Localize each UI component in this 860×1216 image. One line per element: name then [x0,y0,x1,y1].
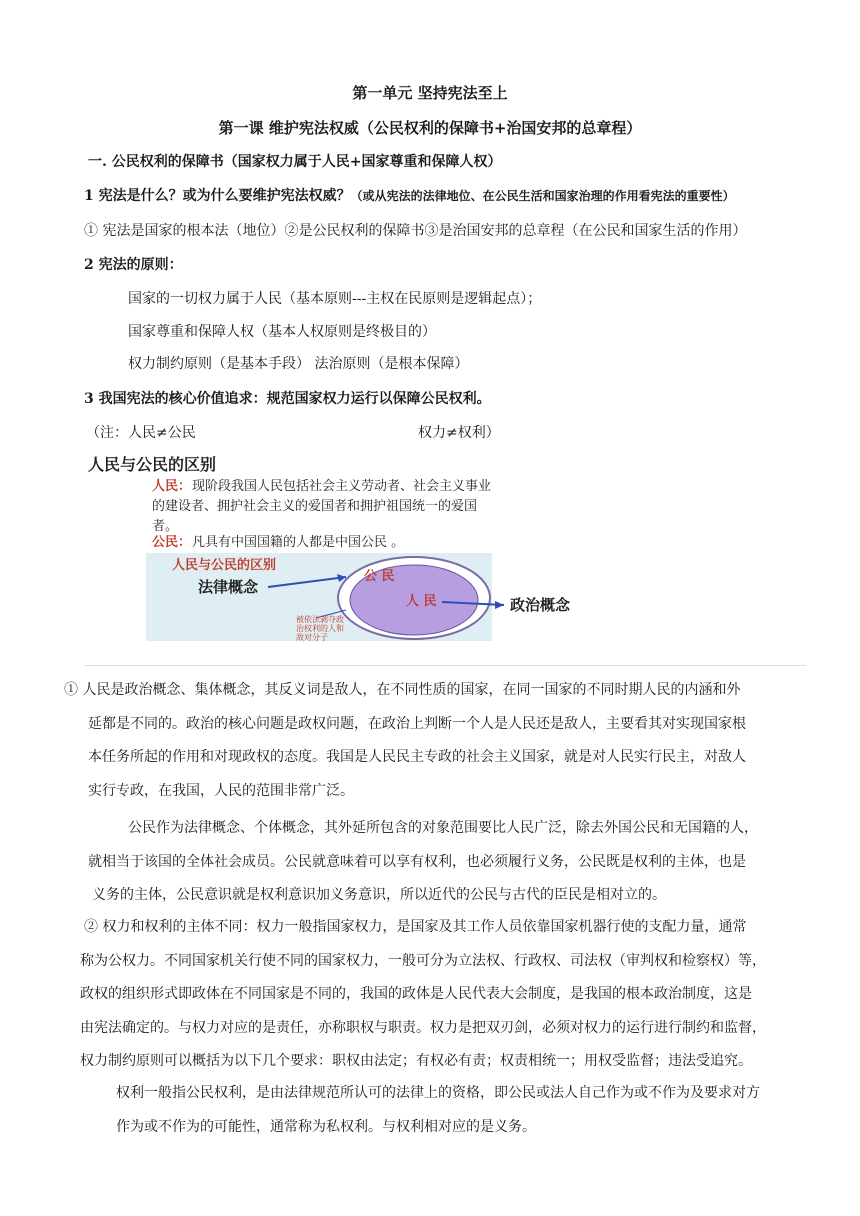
paragraph-line: 延都是不同的。政治的核心问题是政权问题，在政治上判断一个人是人民还是敌人，主要看其对实现国家根 [88,715,746,732]
paragraph-people [64,674,746,808]
paragraph-line: 称为公权力。不同国家机关行使不同的国家权力，一般可分为立法权、行政权、司法权（审判权和检察权）等， [80,952,766,969]
paragraph-line: 权利一般指公民权利，是由法律规范所认可的法律上的资格，即公民或法人自己作为或不作为及要求对方 [116,1085,760,1101]
answer-1: ① 宪法是国家的根本法（地位）②是公民权利的保障书③是治国安邦的总章程（在公民和国家生活的作用） [84,223,747,239]
question-3: 3 我国宪法的核心价值追求：规范国家权力运行以保障公民权利。 [84,391,491,407]
principle-item: 权力制约原则（是基本手段） 法治原则（是根本保障） [128,356,469,372]
legal-concept-label: 法律概念 [198,578,259,596]
people-vs-citizen-figure [84,450,654,645]
divider [84,665,806,666]
gongmin-label: 公民： [152,535,192,550]
question-1-text: 1 宪法是什么？或为什么要维护宪法权威？ [84,188,351,204]
renmin-line: 者。 [152,519,179,534]
figure-heading: 人民与公民的区别 [88,455,217,474]
paragraph-right [116,1077,760,1144]
note-people-citizen: （注：人民≠公民 [86,425,196,441]
paragraph-line: 就相当于该国的全体社会成员。公民就意味着可以享有权利，也必须履行义务，公民既是权利的主体，也是 [88,853,746,870]
renmin-line: 的建设者、拥护社会主义的爱国者和拥护祖国统一的爱国 [152,499,478,514]
gongmin-text: 凡具有中国国籍的人都是中国公民 。 [192,535,405,550]
renmin-label: 人民： [152,479,192,494]
people-circle-label: 人 民 [406,594,437,609]
paragraph-line: ① 人民是政治概念、集体概念，其反义词是敌人，在不同性质的国家，在同一国家的不同时期人民的内涵和外 [64,682,741,698]
unit-title: 第一单元 坚持宪法至上 [352,84,508,102]
renmin-line: 现阶段我国人民包括社会主义劳动者、社会主义事业 [192,479,492,494]
paragraph-power [80,911,766,1079]
paragraph-citizen [88,812,758,913]
paragraph-line: 义务的主体，公民意识就是权利意识加义务意识，所以近代的公民与古代的臣民是相对立的。 [92,887,666,903]
principle-item: 国家的一切权力属于人民（基本原则---主权在民原则是逻辑起点）； [128,291,542,307]
question-2: 2 宪法的原则： [84,257,183,273]
paragraph-line: 由宪法确定的。与权力对应的是责任，亦称职权与职责。权力是把双刃剑，必须对权力的运行进行制约和监督， [80,1019,766,1036]
question-1-note: （或从宪法的法律地位、在公民生活和国家治理的作用看宪法的重要性） [350,189,735,203]
section-heading: 一. 公民权利的保障书（国家权力属于人民+国家尊重和保障人权） [88,154,502,170]
diagram-title: 人民与公民的区别 [172,558,277,573]
arrow-head [495,601,504,609]
paragraph-line: 实行专政，在我国，人民的范围非常广泛。 [88,782,354,799]
paragraph-line: 本任务所起的作用和对现政权的态度。我国是人民民主专政的社会主义国家，就是对人民实行民主，对敌人 [88,749,746,765]
political-concept-label: 政治概念 [510,596,571,614]
paragraph-line: ② 权力和权利的主体不同：权力一般指国家权力，是国家及其工作人员依靠国家机器行使的支配力量，通常 [84,919,747,935]
note-power-right: 权力≠权利） [418,425,500,441]
deprived-text: 被依法剥夺政 [296,615,344,624]
question-1 [84,185,735,205]
paragraph-line: 权力制约原则可以概括为以下几个要求：职权由法定；有权必有责；权责相统一；用权受监督；违法受追究。 [80,1053,752,1069]
lesson-title: 第一课 维护宪法权威（公民权利的保障书+治国安邦的总章程） [218,119,642,137]
paragraph-line: 政权的组织形式即政体在不同国家是不同的，我国的政体是人民代表大会制度，是我国的根本政治制度，这是 [80,986,752,1002]
principle-item: 国家尊重和保障人权（基本人权原则是终极目的） [128,324,436,340]
paragraph-line: 作为或不作为的可能性，通常称为私权利。与权利相对应的是义务。 [116,1118,536,1135]
citizen-circle-label: 公 民 [364,569,395,584]
paragraph-line: 公民作为法律概念、个体概念，其外延所包含的对象范围要比人民广泛，除去外国公民和无国籍的人， [128,820,758,836]
deprived-text: 敌对分子 [296,633,328,642]
deprived-text: 治权利的人和 [296,624,344,633]
